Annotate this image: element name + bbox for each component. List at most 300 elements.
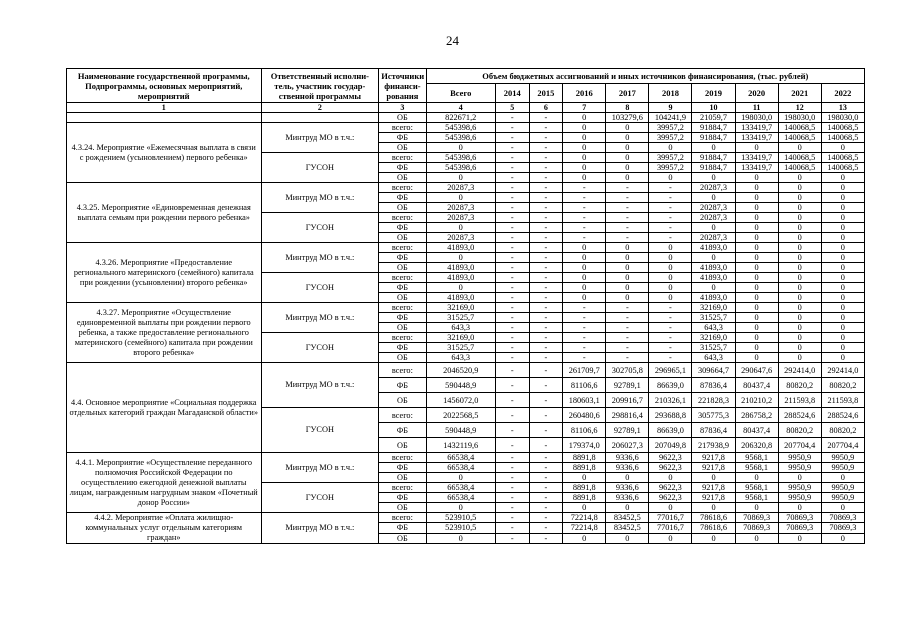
value-cell: - bbox=[529, 408, 563, 423]
column-number: 1 bbox=[67, 103, 262, 113]
value-cell: 0 bbox=[563, 143, 606, 153]
value-cell: - bbox=[495, 283, 529, 293]
value-cell: - bbox=[529, 363, 563, 378]
value-cell: - bbox=[495, 323, 529, 333]
value-cell: 78618,6 bbox=[692, 513, 735, 523]
value-cell: - bbox=[563, 353, 606, 363]
value-cell: - bbox=[495, 293, 529, 303]
value-cell: 260480,6 bbox=[563, 408, 606, 423]
value-cell: 0 bbox=[649, 473, 692, 483]
value-cell: - bbox=[529, 293, 563, 303]
value-cell: 206027,3 bbox=[606, 438, 649, 453]
value-cell: - bbox=[649, 183, 692, 193]
value-cell: - bbox=[495, 213, 529, 223]
table-row bbox=[67, 513, 865, 523]
value-cell: - bbox=[529, 303, 563, 313]
value-cell: 179374,0 bbox=[563, 438, 606, 453]
funding-source: всего: bbox=[379, 273, 426, 283]
value-cell: - bbox=[495, 183, 529, 193]
value-cell: - bbox=[529, 233, 563, 243]
header-source: Источники финанси-рования bbox=[379, 69, 426, 103]
value-cell: 8891,8 bbox=[563, 463, 606, 473]
value-cell: 207704,4 bbox=[821, 438, 864, 453]
header-year: 2014 bbox=[495, 84, 529, 103]
value-cell: - bbox=[563, 223, 606, 233]
value-cell: 288524,6 bbox=[778, 408, 821, 423]
value-cell: 0 bbox=[735, 223, 778, 233]
value-cell: 0 bbox=[563, 503, 606, 513]
value-cell: - bbox=[529, 333, 563, 343]
funding-source: ФБ bbox=[379, 193, 426, 203]
value-cell: 0 bbox=[778, 263, 821, 273]
value-cell: 41893,0 bbox=[692, 293, 735, 303]
funding-source: ФБ bbox=[379, 313, 426, 323]
value-cell: 210210,2 bbox=[735, 393, 778, 408]
value-cell: 0 bbox=[821, 253, 864, 263]
value-cell: 9622,3 bbox=[649, 493, 692, 503]
funding-source: ОБ bbox=[379, 353, 426, 363]
value-cell: 9622,3 bbox=[649, 463, 692, 473]
value-cell: 140068,5 bbox=[821, 123, 864, 133]
value-cell: - bbox=[529, 203, 563, 213]
value-cell: - bbox=[495, 513, 529, 523]
value-cell: 0 bbox=[735, 203, 778, 213]
value-cell: 0 bbox=[735, 313, 778, 323]
value-cell: - bbox=[529, 113, 563, 123]
value-cell: 0 bbox=[606, 243, 649, 253]
value-cell: 0 bbox=[649, 143, 692, 153]
value-cell: - bbox=[606, 193, 649, 203]
value-cell: 0 bbox=[778, 203, 821, 213]
value-cell: 0 bbox=[649, 173, 692, 183]
funding-source: ОБ bbox=[379, 293, 426, 303]
value-cell: 0 bbox=[735, 253, 778, 263]
value-cell: 0 bbox=[778, 213, 821, 223]
funding-source: всего: bbox=[379, 363, 426, 378]
value-cell: - bbox=[495, 193, 529, 203]
value-cell: 9336,6 bbox=[606, 493, 649, 503]
responsible-executor: Минтруд МО в т.ч.: bbox=[261, 243, 379, 273]
funding-source: ОБ bbox=[379, 533, 426, 543]
value-cell: 0 bbox=[563, 263, 606, 273]
value-cell: 309664,7 bbox=[692, 363, 735, 378]
value-cell: 0 bbox=[563, 173, 606, 183]
value-cell: 0 bbox=[821, 193, 864, 203]
value-cell: - bbox=[495, 133, 529, 143]
value-cell: 261709,7 bbox=[563, 363, 606, 378]
value-cell: - bbox=[495, 533, 529, 543]
funding-source: ФБ bbox=[379, 423, 426, 438]
value-cell: 211593,8 bbox=[778, 393, 821, 408]
value-cell: 39957,2 bbox=[649, 153, 692, 163]
value-cell: - bbox=[529, 453, 563, 463]
value-cell: 207704,4 bbox=[778, 438, 821, 453]
header-year: 2022 bbox=[821, 84, 864, 103]
value-cell: - bbox=[495, 163, 529, 173]
value-cell: 643,3 bbox=[426, 353, 495, 363]
funding-source: ФБ bbox=[379, 463, 426, 473]
value-cell: - bbox=[495, 378, 529, 393]
value-cell: 0 bbox=[735, 333, 778, 343]
value-cell: 39957,2 bbox=[649, 163, 692, 173]
responsible-executor: Минтруд МО в т.ч.: bbox=[261, 183, 379, 213]
value-cell: 140068,5 bbox=[778, 133, 821, 143]
value-cell: 0 bbox=[692, 533, 735, 543]
value-cell: 81106,6 bbox=[563, 423, 606, 438]
funding-source: ФБ bbox=[379, 223, 426, 233]
value-cell: 221828,3 bbox=[692, 393, 735, 408]
value-cell: 0 bbox=[649, 283, 692, 293]
value-cell: 0 bbox=[735, 173, 778, 183]
value-cell: - bbox=[529, 173, 563, 183]
value-cell: - bbox=[495, 438, 529, 453]
value-cell: 0 bbox=[778, 533, 821, 543]
responsible-executor: ГУСОН bbox=[261, 213, 379, 243]
value-cell: - bbox=[495, 263, 529, 273]
value-cell: 70869,3 bbox=[735, 523, 778, 533]
value-cell: - bbox=[563, 333, 606, 343]
value-cell: 66538,4 bbox=[426, 453, 495, 463]
funding-source: ОБ bbox=[379, 173, 426, 183]
value-cell: 0 bbox=[778, 473, 821, 483]
value-cell: 83452,5 bbox=[606, 523, 649, 533]
value-cell: 8891,8 bbox=[563, 493, 606, 503]
value-cell: 41893,0 bbox=[692, 273, 735, 283]
value-cell: 70869,3 bbox=[821, 513, 864, 523]
funding-source: ОБ bbox=[379, 473, 426, 483]
value-cell: 0 bbox=[606, 163, 649, 173]
value-cell: 0 bbox=[563, 293, 606, 303]
value-cell: 91884,7 bbox=[692, 133, 735, 143]
value-cell: - bbox=[495, 313, 529, 323]
value-cell: 0 bbox=[778, 503, 821, 513]
value-cell: 296965,1 bbox=[649, 363, 692, 378]
value-cell: 0 bbox=[606, 283, 649, 293]
value-cell: 9336,6 bbox=[606, 463, 649, 473]
value-cell: 0 bbox=[649, 293, 692, 303]
value-cell: 77016,7 bbox=[649, 513, 692, 523]
value-cell: 0 bbox=[735, 473, 778, 483]
value-cell: 9568,1 bbox=[735, 483, 778, 493]
value-cell: - bbox=[495, 173, 529, 183]
value-cell: 0 bbox=[778, 273, 821, 283]
value-cell: 39957,2 bbox=[649, 133, 692, 143]
value-cell: 20287,3 bbox=[692, 213, 735, 223]
value-cell: 822671,2 bbox=[426, 113, 495, 123]
value-cell: 66538,4 bbox=[426, 463, 495, 473]
value-cell: 9568,1 bbox=[735, 493, 778, 503]
value-cell: 0 bbox=[778, 223, 821, 233]
value-cell: 70869,3 bbox=[778, 513, 821, 523]
value-cell: - bbox=[529, 193, 563, 203]
value-cell: 80820,2 bbox=[778, 423, 821, 438]
column-number: 3 bbox=[379, 103, 426, 113]
value-cell: 91884,7 bbox=[692, 153, 735, 163]
value-cell: 31525,7 bbox=[426, 343, 495, 353]
value-cell: - bbox=[495, 243, 529, 253]
value-cell: 0 bbox=[649, 503, 692, 513]
value-cell: - bbox=[606, 203, 649, 213]
value-cell: 32169,0 bbox=[692, 303, 735, 313]
value-cell: 9950,9 bbox=[821, 493, 864, 503]
value-cell: 288524,6 bbox=[821, 408, 864, 423]
value-cell: 20287,3 bbox=[426, 203, 495, 213]
value-cell: 210326,1 bbox=[649, 393, 692, 408]
value-cell: 0 bbox=[692, 143, 735, 153]
value-cell: 20287,3 bbox=[692, 183, 735, 193]
value-cell: 140068,5 bbox=[821, 163, 864, 173]
value-cell: - bbox=[495, 123, 529, 133]
value-cell: 70869,3 bbox=[821, 523, 864, 533]
value-cell: 209916,7 bbox=[606, 393, 649, 408]
value-cell: - bbox=[649, 303, 692, 313]
value-cell: 9950,9 bbox=[778, 463, 821, 473]
funding-source: всего: bbox=[379, 408, 426, 423]
value-cell: - bbox=[495, 273, 529, 283]
funding-source: всего: bbox=[379, 153, 426, 163]
value-cell: - bbox=[649, 223, 692, 233]
value-cell: 41893,0 bbox=[692, 243, 735, 253]
value-cell: 0 bbox=[426, 533, 495, 543]
column-number: 12 bbox=[778, 103, 821, 113]
value-cell: 0 bbox=[426, 223, 495, 233]
value-cell: 140068,5 bbox=[778, 123, 821, 133]
value-cell: 0 bbox=[606, 273, 649, 283]
value-cell: 0 bbox=[606, 143, 649, 153]
value-cell: - bbox=[529, 253, 563, 263]
value-cell: 32169,0 bbox=[426, 333, 495, 343]
value-cell: 0 bbox=[778, 313, 821, 323]
responsible-executor: Минтруд МО в т.ч.: bbox=[261, 513, 379, 544]
responsible-executor: ГУСОН bbox=[261, 153, 379, 183]
column-number: 11 bbox=[735, 103, 778, 113]
value-cell: - bbox=[563, 233, 606, 243]
value-cell: 0 bbox=[778, 243, 821, 253]
value-cell: - bbox=[495, 503, 529, 513]
value-cell: 0 bbox=[735, 143, 778, 153]
measure-name: 4.3.26. Мероприятие «Предоставление регионального материнского (семейного) капитала при рождении (усыновлении) второго ребенка» bbox=[67, 243, 262, 303]
value-cell: 523910,5 bbox=[426, 523, 495, 533]
value-cell: 72214,8 bbox=[563, 523, 606, 533]
table-row bbox=[67, 183, 865, 193]
value-cell: - bbox=[495, 203, 529, 213]
funding-source: ОБ bbox=[379, 393, 426, 408]
value-cell: 20287,3 bbox=[692, 203, 735, 213]
value-cell: - bbox=[495, 393, 529, 408]
value-cell: 298816,4 bbox=[606, 408, 649, 423]
value-cell: 0 bbox=[735, 533, 778, 543]
value-cell: 41893,0 bbox=[426, 273, 495, 283]
value-cell: 20287,3 bbox=[426, 233, 495, 243]
value-cell: - bbox=[529, 503, 563, 513]
value-cell: 643,3 bbox=[426, 323, 495, 333]
value-cell: 0 bbox=[735, 263, 778, 273]
value-cell: 41893,0 bbox=[692, 263, 735, 273]
funding-source: ОБ bbox=[379, 438, 426, 453]
value-cell: 0 bbox=[821, 313, 864, 323]
value-cell: 0 bbox=[778, 183, 821, 193]
value-cell: 0 bbox=[692, 503, 735, 513]
funding-source: всего: bbox=[379, 183, 426, 193]
value-cell: 198030,0 bbox=[821, 113, 864, 123]
value-cell: - bbox=[563, 183, 606, 193]
funding-source: ФБ bbox=[379, 163, 426, 173]
responsible-executor: ГУСОН bbox=[261, 483, 379, 513]
value-cell: 80820,2 bbox=[778, 378, 821, 393]
value-cell: 91884,7 bbox=[692, 163, 735, 173]
value-cell: 198030,0 bbox=[735, 113, 778, 123]
value-cell: 92789,1 bbox=[606, 378, 649, 393]
value-cell: 545398,6 bbox=[426, 123, 495, 133]
value-cell: 9217,8 bbox=[692, 463, 735, 473]
value-cell: 0 bbox=[649, 263, 692, 273]
value-cell: 0 bbox=[426, 473, 495, 483]
value-cell: 0 bbox=[606, 503, 649, 513]
funding-source: ОБ bbox=[379, 323, 426, 333]
value-cell: 0 bbox=[778, 343, 821, 353]
responsible-executor: Минтруд МО в т.ч.: bbox=[261, 123, 379, 153]
value-cell: 140068,5 bbox=[778, 163, 821, 173]
value-cell: 0 bbox=[606, 263, 649, 273]
value-cell: - bbox=[649, 353, 692, 363]
value-cell: 0 bbox=[821, 283, 864, 293]
value-cell: 0 bbox=[606, 253, 649, 263]
funding-source: всего: bbox=[379, 303, 426, 313]
value-cell: 31525,7 bbox=[692, 343, 735, 353]
budget-table bbox=[66, 68, 865, 544]
value-cell: - bbox=[563, 343, 606, 353]
value-cell: - bbox=[529, 163, 563, 173]
value-cell: - bbox=[495, 523, 529, 533]
value-cell: 20287,3 bbox=[426, 183, 495, 193]
value-cell: 31525,7 bbox=[426, 313, 495, 323]
value-cell: - bbox=[529, 393, 563, 408]
value-cell: - bbox=[606, 183, 649, 193]
value-cell: 0 bbox=[821, 173, 864, 183]
funding-source: ФБ bbox=[379, 253, 426, 263]
value-cell: - bbox=[495, 343, 529, 353]
page-number: 24 bbox=[446, 33, 459, 48]
value-cell: - bbox=[529, 343, 563, 353]
value-cell: 523910,5 bbox=[426, 513, 495, 523]
empty-cell bbox=[67, 113, 262, 123]
value-cell: 133419,7 bbox=[735, 133, 778, 143]
value-cell: 1456072,0 bbox=[426, 393, 495, 408]
funding-source: всего: bbox=[379, 243, 426, 253]
value-cell: - bbox=[495, 223, 529, 233]
value-cell: 0 bbox=[735, 233, 778, 243]
value-cell: - bbox=[529, 223, 563, 233]
value-cell: 133419,7 bbox=[735, 163, 778, 173]
value-cell: 0 bbox=[735, 243, 778, 253]
value-cell: 9950,9 bbox=[821, 483, 864, 493]
value-cell: 0 bbox=[778, 143, 821, 153]
value-cell: - bbox=[563, 323, 606, 333]
header-year: 2019 bbox=[692, 84, 735, 103]
value-cell: 0 bbox=[821, 223, 864, 233]
value-cell: 9217,8 bbox=[692, 453, 735, 463]
value-cell: - bbox=[495, 113, 529, 123]
value-cell: 0 bbox=[426, 143, 495, 153]
value-cell: 9950,9 bbox=[821, 453, 864, 463]
value-cell: 0 bbox=[821, 503, 864, 513]
value-cell: 0 bbox=[778, 353, 821, 363]
value-cell: 140068,5 bbox=[821, 133, 864, 143]
funding-source: всего: bbox=[379, 453, 426, 463]
value-cell: 0 bbox=[649, 273, 692, 283]
responsible-executor: ГУСОН bbox=[261, 273, 379, 303]
value-cell: 70869,3 bbox=[778, 523, 821, 533]
value-cell: 0 bbox=[778, 173, 821, 183]
value-cell: 133419,7 bbox=[735, 153, 778, 163]
funding-source: ОБ bbox=[379, 113, 426, 123]
value-cell: - bbox=[529, 133, 563, 143]
value-cell: 0 bbox=[692, 223, 735, 233]
value-cell: 211593,8 bbox=[821, 393, 864, 408]
header-name: Наименование государственной программы, Подпрограммы, основных мероприятий, мероприятий bbox=[67, 69, 262, 103]
value-cell: 9622,3 bbox=[649, 453, 692, 463]
value-cell: - bbox=[529, 473, 563, 483]
value-cell: 0 bbox=[778, 333, 821, 343]
value-cell: - bbox=[606, 333, 649, 343]
value-cell: - bbox=[495, 143, 529, 153]
value-cell: 41893,0 bbox=[426, 243, 495, 253]
value-cell: 0 bbox=[821, 353, 864, 363]
value-cell: - bbox=[529, 353, 563, 363]
value-cell: 0 bbox=[821, 323, 864, 333]
value-cell: - bbox=[563, 213, 606, 223]
value-cell: - bbox=[606, 223, 649, 233]
value-cell: - bbox=[529, 183, 563, 193]
table-row bbox=[67, 303, 865, 313]
value-cell: 78618,6 bbox=[692, 523, 735, 533]
value-cell: - bbox=[606, 233, 649, 243]
value-cell: 77016,7 bbox=[649, 523, 692, 533]
measure-name: 4.4.2. Мероприятие «Оплата жилищно-коммунальных услуг отдельным категориям граждан» bbox=[67, 513, 262, 544]
table-row bbox=[67, 243, 865, 253]
value-cell: - bbox=[529, 283, 563, 293]
value-cell: 80437,4 bbox=[735, 423, 778, 438]
value-cell: - bbox=[495, 353, 529, 363]
value-cell: 0 bbox=[735, 353, 778, 363]
value-cell: 0 bbox=[735, 183, 778, 193]
value-cell: 0 bbox=[563, 253, 606, 263]
value-cell: 0 bbox=[735, 343, 778, 353]
value-cell: 9217,8 bbox=[692, 483, 735, 493]
value-cell: 0 bbox=[606, 533, 649, 543]
value-cell: - bbox=[606, 213, 649, 223]
value-cell: - bbox=[529, 463, 563, 473]
header-volume: Объем бюджетных ассигнований и иных источников финансирования, (тыс. рублей) bbox=[426, 69, 864, 84]
value-cell: 32169,0 bbox=[426, 303, 495, 313]
value-cell: 0 bbox=[821, 273, 864, 283]
column-number: 8 bbox=[606, 103, 649, 113]
measure-name: 4.3.25. Мероприятие «Единовременная денежная выплата семьям при рождении первого ребенка» bbox=[67, 183, 262, 243]
header-year: 2017 bbox=[606, 84, 649, 103]
value-cell: 80820,2 bbox=[821, 423, 864, 438]
value-cell: 0 bbox=[821, 183, 864, 193]
value-cell: - bbox=[529, 213, 563, 223]
value-cell: - bbox=[649, 213, 692, 223]
funding-source: ФБ bbox=[379, 523, 426, 533]
value-cell: 9950,9 bbox=[821, 463, 864, 473]
value-cell: 41893,0 bbox=[426, 293, 495, 303]
value-cell: 66538,4 bbox=[426, 493, 495, 503]
value-cell: 0 bbox=[606, 153, 649, 163]
value-cell: 8891,8 bbox=[563, 453, 606, 463]
value-cell: - bbox=[495, 483, 529, 493]
value-cell: 0 bbox=[821, 343, 864, 353]
